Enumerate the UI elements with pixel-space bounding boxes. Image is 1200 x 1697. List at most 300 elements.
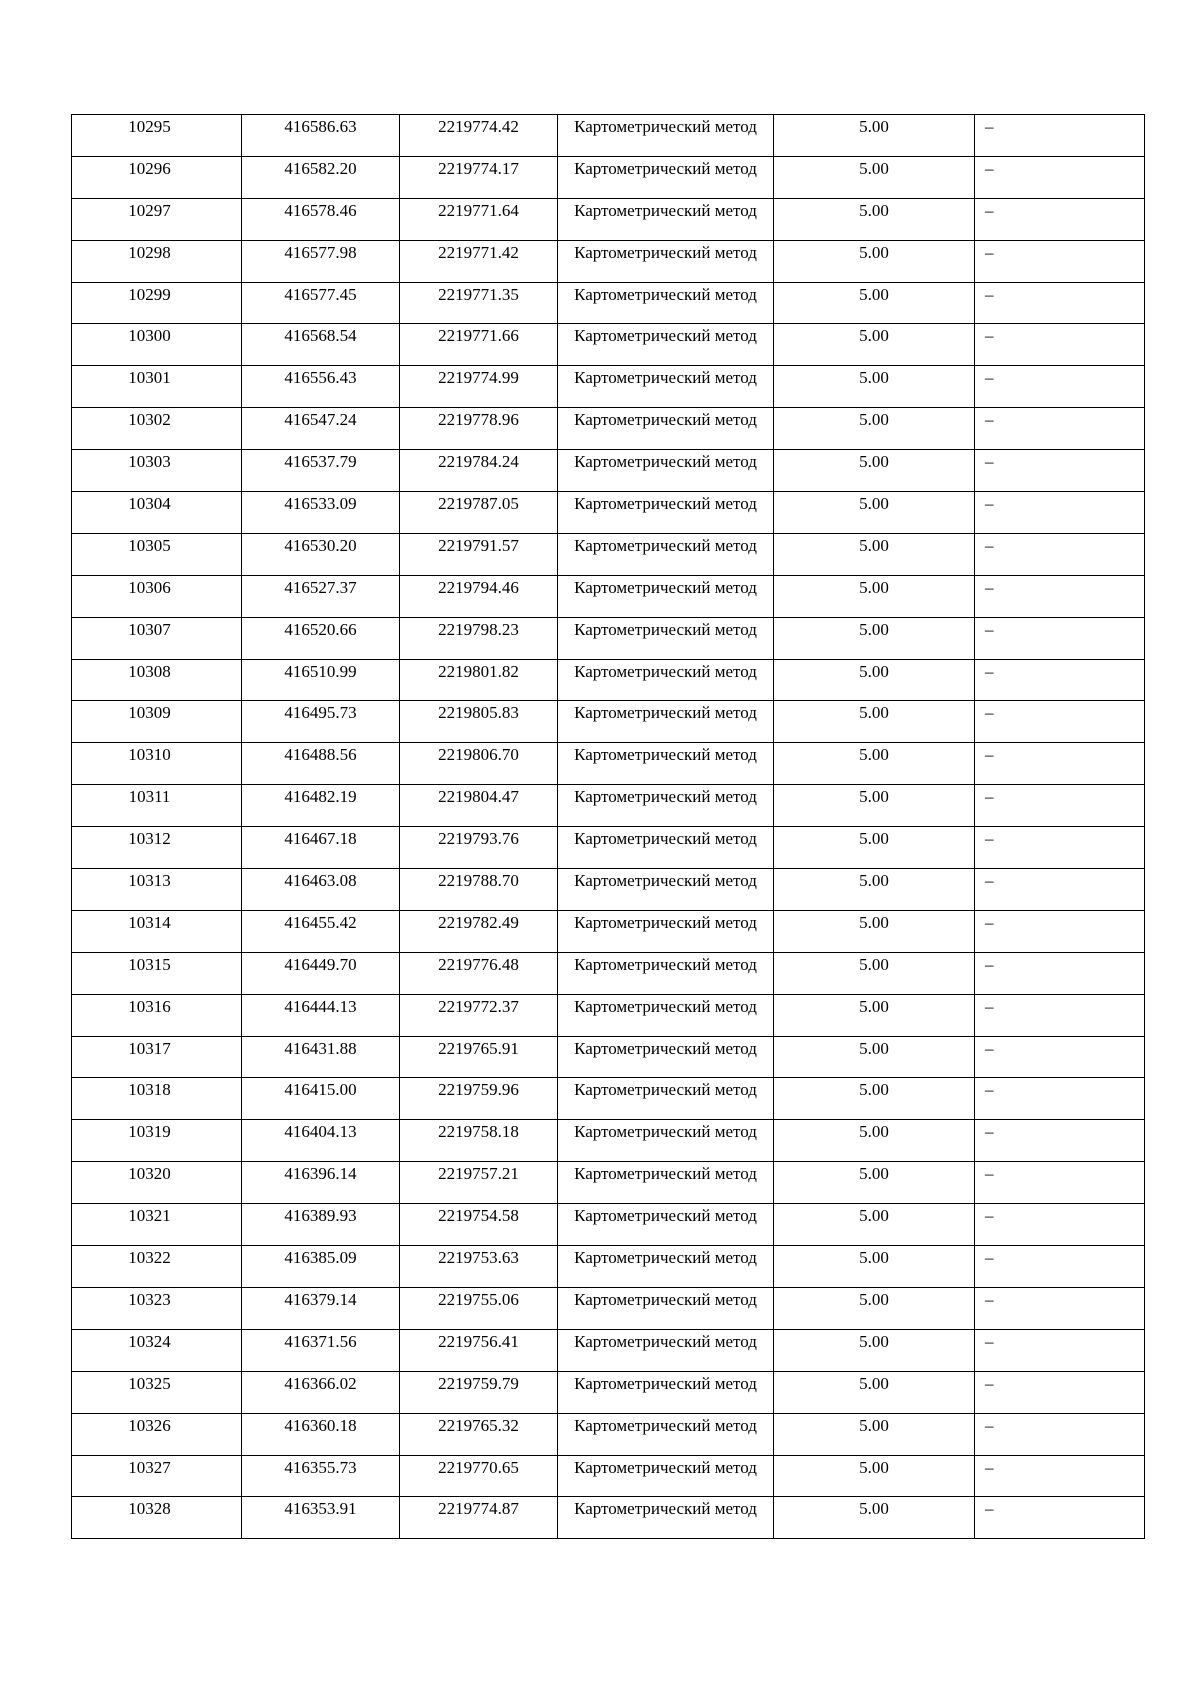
method-cell: [558, 743, 774, 785]
x-coordinate-cell: [242, 1120, 400, 1162]
accuracy-cell-text: 5.00: [859, 619, 889, 639]
y-coordinate-cell: [400, 1246, 558, 1288]
description-cell: [975, 1246, 1145, 1288]
x-coordinate-cell-text: 416444.13: [284, 996, 357, 1016]
point-number-cell-text: 10318: [128, 1080, 171, 1100]
description-cell: [975, 366, 1145, 408]
table-row: [72, 617, 1145, 659]
description-cell: [975, 1204, 1145, 1246]
x-coordinate-cell: [242, 1162, 400, 1204]
y-coordinate-cell: [400, 659, 558, 701]
method-cell: [558, 198, 774, 240]
point-number-cell: [72, 659, 242, 701]
point-number-cell: [72, 575, 242, 617]
x-coordinate-cell-text: 416488.56: [284, 745, 357, 765]
point-number-cell-text: 10322: [128, 1248, 171, 1268]
description-cell-text: –: [985, 368, 994, 388]
accuracy-cell: [774, 785, 975, 827]
accuracy-cell: [774, 575, 975, 617]
description-cell-text: –: [985, 1080, 994, 1100]
y-coordinate-cell-text: 2219778.96: [438, 410, 519, 430]
description-cell: [975, 1413, 1145, 1455]
point-number-cell: [72, 282, 242, 324]
point-number-cell-text: 10297: [128, 200, 171, 220]
accuracy-cell: [774, 408, 975, 450]
accuracy-cell: [774, 827, 975, 869]
description-cell: [975, 827, 1145, 869]
y-coordinate-cell-text: 2219782.49: [438, 912, 519, 932]
table-row: [72, 743, 1145, 785]
accuracy-cell: [774, 1287, 975, 1329]
description-cell-text: –: [985, 1038, 994, 1058]
y-coordinate-cell-text: 2219784.24: [438, 452, 519, 472]
y-coordinate-cell: [400, 1078, 558, 1120]
y-coordinate-cell-text: 2219758.18: [438, 1122, 519, 1142]
method-cell-text: Картометрический метод: [574, 745, 757, 765]
description-cell: [975, 1329, 1145, 1371]
description-cell: [975, 115, 1145, 157]
description-cell: [975, 282, 1145, 324]
x-coordinate-cell-text: 416520.66: [284, 619, 357, 639]
method-cell-text: Картометрический метод: [574, 619, 757, 639]
description-cell: [975, 1120, 1145, 1162]
point-number-cell: [72, 701, 242, 743]
y-coordinate-cell-text: 2219787.05: [438, 494, 519, 514]
y-coordinate-cell-text: 2219772.37: [438, 996, 519, 1016]
y-coordinate-cell: [400, 1287, 558, 1329]
description-cell-text: –: [985, 117, 994, 136]
table-row: [72, 115, 1145, 157]
description-cell-text: –: [985, 954, 994, 974]
y-coordinate-cell: [400, 827, 558, 869]
method-cell: [558, 156, 774, 198]
method-cell-text: Картометрический метод: [574, 1331, 757, 1351]
point-number-cell-text: 10311: [128, 787, 171, 807]
x-coordinate-cell-text: 416533.09: [284, 494, 357, 514]
accuracy-cell-text: 5.00: [859, 158, 889, 178]
accuracy-cell: [774, 1329, 975, 1371]
table-row: [72, 1497, 1145, 1539]
point-number-cell: [72, 408, 242, 450]
y-coordinate-cell-text: 2219759.96: [438, 1080, 519, 1100]
x-coordinate-cell: [242, 743, 400, 785]
accuracy-cell: [774, 869, 975, 911]
y-coordinate-cell-text: 2219755.06: [438, 1289, 519, 1309]
description-cell-text: –: [985, 1289, 994, 1309]
accuracy-cell-text: 5.00: [859, 829, 889, 849]
y-coordinate-cell-text: 2219759.79: [438, 1373, 519, 1393]
x-coordinate-cell: [242, 701, 400, 743]
accuracy-cell-text: 5.00: [859, 284, 889, 304]
point-number-cell-text: 10324: [128, 1331, 171, 1351]
x-coordinate-cell: [242, 785, 400, 827]
description-cell-text: –: [985, 661, 994, 681]
description-cell-text: –: [985, 1122, 994, 1142]
x-coordinate-cell: [242, 1078, 400, 1120]
y-coordinate-cell-text: 2219754.58: [438, 1206, 519, 1226]
accuracy-cell-text: 5.00: [859, 1499, 889, 1519]
accuracy-cell-text: 5.00: [859, 535, 889, 555]
method-cell: [558, 994, 774, 1036]
point-number-cell-text: 10312: [128, 829, 171, 849]
y-coordinate-cell: [400, 198, 558, 240]
accuracy-cell-text: 5.00: [859, 494, 889, 514]
method-cell-text: Картометрический метод: [574, 1206, 757, 1226]
y-coordinate-cell-text: 2219774.42: [438, 117, 519, 136]
description-cell: [975, 492, 1145, 534]
method-cell: [558, 1204, 774, 1246]
method-cell-text: Картометрический метод: [574, 284, 757, 304]
method-cell-text: Картометрический метод: [574, 368, 757, 388]
point-number-cell: [72, 1036, 242, 1078]
method-cell-text: Картометрический метод: [574, 954, 757, 974]
method-cell: [558, 952, 774, 994]
description-cell-text: –: [985, 494, 994, 514]
description-cell-text: –: [985, 158, 994, 178]
accuracy-cell-text: 5.00: [859, 368, 889, 388]
description-cell-text: –: [985, 1164, 994, 1184]
y-coordinate-cell: [400, 366, 558, 408]
method-cell-text: Картометрический метод: [574, 535, 757, 555]
y-coordinate-cell-text: 2219771.35: [438, 284, 519, 304]
x-coordinate-cell-text: 416455.42: [284, 912, 357, 932]
accuracy-cell-text: 5.00: [859, 117, 889, 136]
y-coordinate-cell: [400, 115, 558, 157]
method-cell: [558, 785, 774, 827]
point-number-cell: [72, 156, 242, 198]
accuracy-cell-text: 5.00: [859, 242, 889, 262]
point-number-cell-text: 10300: [128, 326, 171, 346]
accuracy-cell-text: 5.00: [859, 326, 889, 346]
x-coordinate-cell-text: 416355.73: [284, 1457, 357, 1477]
point-number-cell-text: 10323: [128, 1289, 171, 1309]
description-cell-text: –: [985, 284, 994, 304]
point-number-cell: [72, 1120, 242, 1162]
x-coordinate-cell-text: 416577.45: [284, 284, 357, 304]
accuracy-cell: [774, 1371, 975, 1413]
table-row: [72, 533, 1145, 575]
description-cell-text: –: [985, 1457, 994, 1477]
method-cell-text: Картометрический метод: [574, 1415, 757, 1435]
x-coordinate-cell-text: 416482.19: [284, 787, 357, 807]
method-cell: [558, 617, 774, 659]
point-number-cell-text: 10316: [128, 996, 171, 1016]
y-coordinate-cell-text: 2219806.70: [438, 745, 519, 765]
table-row: [72, 1204, 1145, 1246]
table-row: [72, 156, 1145, 198]
accuracy-cell: [774, 1455, 975, 1497]
accuracy-cell-text: 5.00: [859, 1122, 889, 1142]
method-cell: [558, 1497, 774, 1539]
x-coordinate-cell-text: 416527.37: [284, 577, 357, 597]
point-number-cell-text: 10328: [128, 1499, 171, 1519]
point-number-cell-text: 10308: [128, 661, 171, 681]
method-cell: [558, 1455, 774, 1497]
method-cell-text: Картометрический метод: [574, 200, 757, 220]
y-coordinate-cell: [400, 1413, 558, 1455]
accuracy-cell: [774, 1078, 975, 1120]
accuracy-cell: [774, 701, 975, 743]
accuracy-cell: [774, 450, 975, 492]
method-cell-text: Картометрический метод: [574, 242, 757, 262]
x-coordinate-cell-text: 416449.70: [284, 954, 357, 974]
table-row: [72, 408, 1145, 450]
y-coordinate-cell: [400, 743, 558, 785]
x-coordinate-cell: [242, 659, 400, 701]
x-coordinate-cell: [242, 1497, 400, 1539]
table-row: [72, 1036, 1145, 1078]
method-cell: [558, 1371, 774, 1413]
point-number-cell-text: 10307: [128, 619, 171, 639]
method-cell: [558, 115, 774, 157]
point-number-cell: [72, 1287, 242, 1329]
method-cell-text: Картометрический метод: [574, 158, 757, 178]
x-coordinate-cell-text: 416360.18: [284, 1415, 357, 1435]
point-number-cell: [72, 533, 242, 575]
description-cell: [975, 952, 1145, 994]
x-coordinate-cell: [242, 952, 400, 994]
table-row: [72, 450, 1145, 492]
x-coordinate-cell: [242, 198, 400, 240]
accuracy-cell-text: 5.00: [859, 1415, 889, 1435]
description-cell-text: –: [985, 1331, 994, 1351]
point-number-cell: [72, 827, 242, 869]
point-number-cell-text: 10325: [128, 1373, 171, 1393]
point-number-cell: [72, 1329, 242, 1371]
table-row: [72, 1162, 1145, 1204]
accuracy-cell-text: 5.00: [859, 200, 889, 220]
point-number-cell: [72, 366, 242, 408]
table-row: [72, 1413, 1145, 1455]
accuracy-cell-text: 5.00: [859, 1164, 889, 1184]
table-row: [72, 869, 1145, 911]
y-coordinate-cell-text: 2219804.47: [438, 787, 519, 807]
description-cell-text: –: [985, 535, 994, 555]
method-cell: [558, 240, 774, 282]
y-coordinate-cell: [400, 408, 558, 450]
x-coordinate-cell: [242, 827, 400, 869]
accuracy-cell-text: 5.00: [859, 871, 889, 891]
description-cell-text: –: [985, 619, 994, 639]
x-coordinate-cell-text: 416467.18: [284, 829, 357, 849]
description-cell-text: –: [985, 912, 994, 932]
description-cell: [975, 533, 1145, 575]
y-coordinate-cell: [400, 617, 558, 659]
x-coordinate-cell-text: 416495.73: [284, 703, 357, 723]
description-cell: [975, 1497, 1145, 1539]
point-number-cell: [72, 450, 242, 492]
method-cell-text: Картометрический метод: [574, 1080, 757, 1100]
table-row: [72, 282, 1145, 324]
description-cell: [975, 994, 1145, 1036]
y-coordinate-cell: [400, 324, 558, 366]
accuracy-cell-text: 5.00: [859, 410, 889, 430]
table-row: [72, 1246, 1145, 1288]
point-number-cell-text: 10314: [128, 912, 171, 932]
method-cell-text: Картометрический метод: [574, 494, 757, 514]
point-number-cell: [72, 743, 242, 785]
x-coordinate-cell: [242, 1413, 400, 1455]
x-coordinate-cell-text: 416568.54: [284, 326, 357, 346]
method-cell-text: Картометрический метод: [574, 117, 757, 136]
accuracy-cell: [774, 994, 975, 1036]
y-coordinate-cell-text: 2219805.83: [438, 703, 519, 723]
x-coordinate-cell-text: 416396.14: [284, 1164, 357, 1184]
description-cell-text: –: [985, 577, 994, 597]
x-coordinate-cell-text: 416547.24: [284, 410, 357, 430]
method-cell-text: Картометрический метод: [574, 410, 757, 430]
table-row: [72, 701, 1145, 743]
table-row: [72, 994, 1145, 1036]
accuracy-cell-text: 5.00: [859, 1038, 889, 1058]
accuracy-cell: [774, 743, 975, 785]
point-number-cell: [72, 115, 242, 157]
point-number-cell: [72, 1413, 242, 1455]
point-number-cell-text: 10317: [128, 1038, 171, 1058]
method-cell-text: Картометрический метод: [574, 661, 757, 681]
method-cell: [558, 1287, 774, 1329]
method-cell: [558, 366, 774, 408]
table-row: [72, 1287, 1145, 1329]
description-cell-text: –: [985, 787, 994, 807]
point-number-cell-text: 10295: [128, 117, 171, 136]
point-number-cell-text: 10299: [128, 284, 171, 304]
accuracy-cell: [774, 492, 975, 534]
description-cell: [975, 240, 1145, 282]
table-row: [72, 198, 1145, 240]
y-coordinate-cell: [400, 1162, 558, 1204]
point-number-cell: [72, 1246, 242, 1288]
description-cell: [975, 910, 1145, 952]
method-cell-text: Картометрический метод: [574, 1248, 757, 1268]
method-cell: [558, 450, 774, 492]
accuracy-cell-text: 5.00: [859, 1248, 889, 1268]
method-cell: [558, 869, 774, 911]
x-coordinate-cell-text: 416577.98: [284, 242, 357, 262]
x-coordinate-cell: [242, 282, 400, 324]
method-cell: [558, 575, 774, 617]
method-cell-text: Картометрический метод: [574, 1373, 757, 1393]
accuracy-cell-text: 5.00: [859, 745, 889, 765]
x-coordinate-cell: [242, 240, 400, 282]
x-coordinate-cell-text: 416463.08: [284, 871, 357, 891]
description-cell-text: –: [985, 1373, 994, 1393]
method-cell-text: Картометрический метод: [574, 326, 757, 346]
y-coordinate-cell: [400, 282, 558, 324]
y-coordinate-cell-text: 2219771.66: [438, 326, 519, 346]
y-coordinate-cell-text: 2219791.57: [438, 535, 519, 555]
method-cell-text: Картометрический метод: [574, 871, 757, 891]
description-cell-text: –: [985, 703, 994, 723]
accuracy-cell-text: 5.00: [859, 1331, 889, 1351]
accuracy-cell: [774, 910, 975, 952]
description-cell: [975, 156, 1145, 198]
method-cell: [558, 910, 774, 952]
y-coordinate-cell-text: 2219771.64: [438, 200, 519, 220]
accuracy-cell: [774, 533, 975, 575]
coordinates-table: [71, 114, 1145, 1539]
point-number-cell: [72, 1078, 242, 1120]
accuracy-cell-text: 5.00: [859, 1206, 889, 1226]
accuracy-cell-text: 5.00: [859, 703, 889, 723]
description-cell: [975, 659, 1145, 701]
table-row: [72, 575, 1145, 617]
x-coordinate-cell: [242, 575, 400, 617]
x-coordinate-cell: [242, 156, 400, 198]
y-coordinate-cell: [400, 1455, 558, 1497]
description-cell: [975, 1036, 1145, 1078]
method-cell: [558, 1413, 774, 1455]
method-cell: [558, 282, 774, 324]
accuracy-cell: [774, 617, 975, 659]
description-cell-text: –: [985, 1499, 994, 1519]
point-number-cell: [72, 198, 242, 240]
table-row: [72, 827, 1145, 869]
method-cell: [558, 1246, 774, 1288]
y-coordinate-cell-text: 2219771.42: [438, 242, 519, 262]
point-number-cell: [72, 1455, 242, 1497]
x-coordinate-cell: [242, 533, 400, 575]
x-coordinate-cell-text: 416366.02: [284, 1373, 357, 1393]
method-cell: [558, 1036, 774, 1078]
y-coordinate-cell: [400, 1204, 558, 1246]
point-number-cell-text: 10296: [128, 158, 171, 178]
description-cell-text: –: [985, 829, 994, 849]
table-row: [72, 366, 1145, 408]
point-number-cell: [72, 994, 242, 1036]
x-coordinate-cell-text: 416578.46: [284, 200, 357, 220]
y-coordinate-cell-text: 2219757.21: [438, 1164, 519, 1184]
accuracy-cell-text: 5.00: [859, 787, 889, 807]
point-number-cell-text: 10298: [128, 242, 171, 262]
accuracy-cell: [774, 366, 975, 408]
table-row: [72, 1371, 1145, 1413]
description-cell-text: –: [985, 996, 994, 1016]
accuracy-cell: [774, 240, 975, 282]
x-coordinate-cell: [242, 492, 400, 534]
accuracy-cell-text: 5.00: [859, 954, 889, 974]
y-coordinate-cell: [400, 1036, 558, 1078]
point-number-cell-text: 10321: [128, 1206, 171, 1226]
point-number-cell: [72, 1371, 242, 1413]
point-number-cell-text: 10305: [128, 535, 171, 555]
point-number-cell-text: 10313: [128, 871, 171, 891]
y-coordinate-cell-text: 2219774.17: [438, 158, 519, 178]
table-row: [72, 1078, 1145, 1120]
x-coordinate-cell: [242, 366, 400, 408]
x-coordinate-cell-text: 416586.63: [284, 117, 357, 136]
x-coordinate-cell: [242, 1287, 400, 1329]
coordinates-table-body: [72, 115, 1145, 1539]
x-coordinate-cell: [242, 1246, 400, 1288]
point-number-cell-text: 10320: [128, 1164, 171, 1184]
accuracy-cell: [774, 952, 975, 994]
description-cell-text: –: [985, 1248, 994, 1268]
x-coordinate-cell: [242, 617, 400, 659]
x-coordinate-cell-text: 416510.99: [284, 661, 357, 681]
method-cell-text: Картометрический метод: [574, 577, 757, 597]
table-row: [72, 1329, 1145, 1371]
description-cell: [975, 450, 1145, 492]
y-coordinate-cell: [400, 952, 558, 994]
point-number-cell: [72, 952, 242, 994]
method-cell-text: Картометрический метод: [574, 1122, 757, 1142]
y-coordinate-cell-text: 2219753.63: [438, 1248, 519, 1268]
table-row: [72, 324, 1145, 366]
method-cell: [558, 324, 774, 366]
x-coordinate-cell: [242, 408, 400, 450]
accuracy-cell: [774, 1497, 975, 1539]
